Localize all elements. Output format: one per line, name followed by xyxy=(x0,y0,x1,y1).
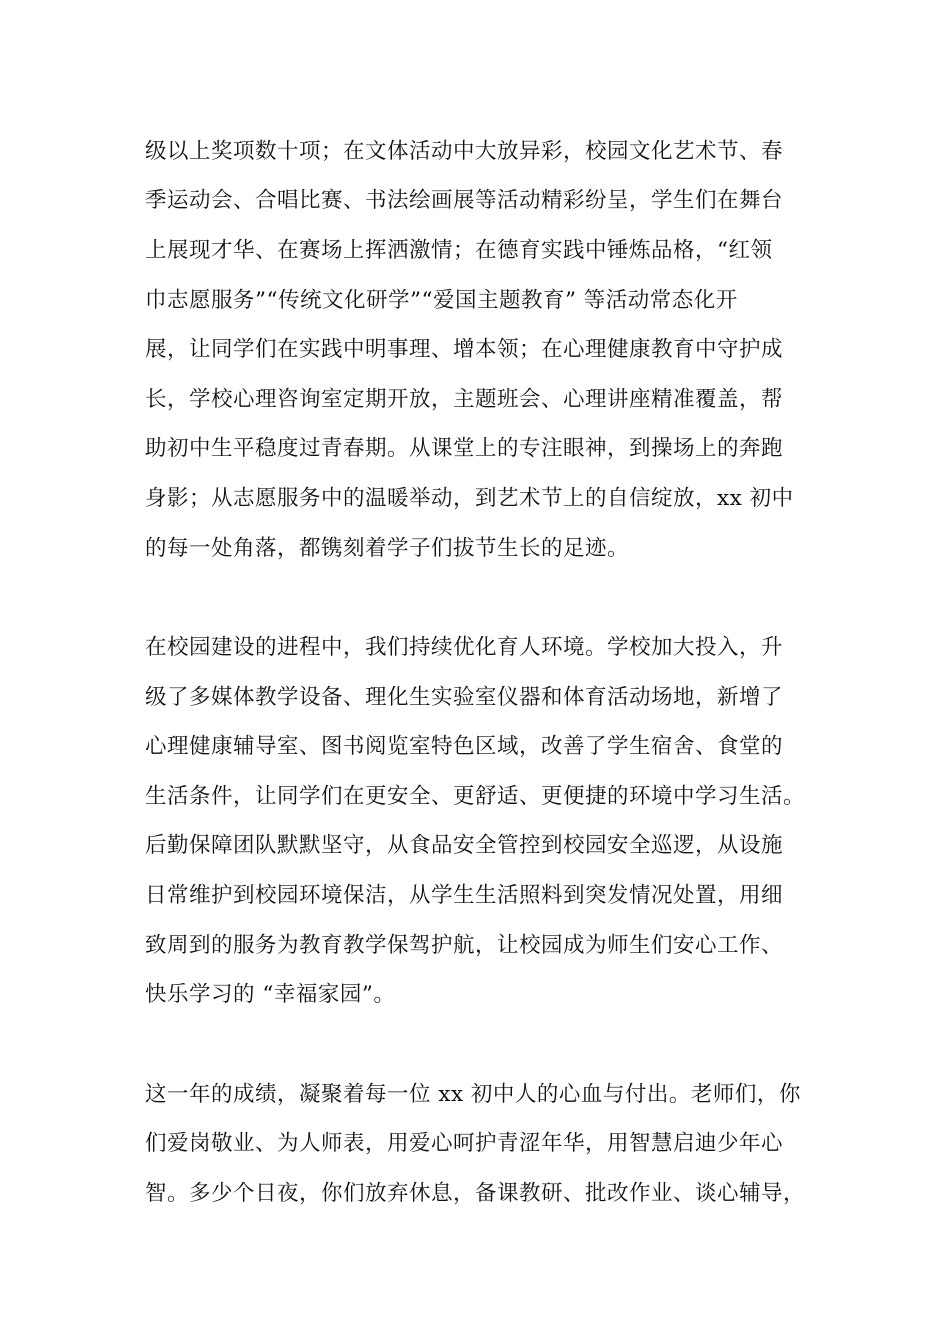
text-line: 的每一处角落，都镌刻着学子们拔节生长的足迹。 xyxy=(145,536,630,561)
text-line: 级了多媒体教学设备、理化生实验室仪器和体育活动场地，新增了 xyxy=(145,685,784,710)
text-line: 在校园建设的进程中，我们持续优化育人环境。学校加大投入，升 xyxy=(145,635,784,660)
text-line: 后勤保障团队默默坚守，从食品安全管控到校园安全巡逻，从设施 xyxy=(145,833,784,858)
text-line: 智。多少个日夜，你们放弃休息，备课教研、批改作业、谈心辅导， xyxy=(145,1181,806,1206)
text-line: 身影；从志愿服务中的温暖举动，到艺术节上的自信绽放，xx 初中 xyxy=(145,486,794,511)
text-line: 季运动会、合唱比赛、书法绘画展等活动精彩纷呈，学生们在舞台 xyxy=(145,188,784,213)
text-line: 致周到的服务为教育教学保驾护航，让校园成为师生们安心工作、 xyxy=(145,933,784,958)
text-line: 巾志愿服务”“传统文化研学”“爱国主题教育” 等活动常态化开 xyxy=(145,288,738,313)
text-line: 生活条件，让同学们在更安全、更舒适、更便捷的环境中学习生活。 xyxy=(145,784,806,809)
text-line: 快乐学习的 “幸福家园”。 xyxy=(145,982,396,1007)
text-line: 上展现才华、在赛场上挥洒激情；在德育实践中锤炼品格，“红领 xyxy=(145,238,773,263)
text-line: 长，学校心理咨询室定期开放，主题班会、心理讲座精准覆盖，帮 xyxy=(145,387,784,412)
text-line: 助初中生平稳度过青春期。从课堂上的专注眼神，到操场上的奔跑 xyxy=(145,436,784,461)
text-line: 展，让同学们在实践中明事理、增本领；在心理健康教育中守护成 xyxy=(145,337,784,362)
text-line: 级以上奖项数十项；在文体活动中大放异彩，校园文化艺术节、春 xyxy=(145,139,784,164)
text-line: 心理健康辅导室、图书阅览室特色区域，改善了学生宿舍、食堂的 xyxy=(145,734,784,759)
text-line: 日常维护到校园环境保洁，从学生生活照料到突发情况处置，用细 xyxy=(145,883,784,908)
text-line: 这一年的成绩，凝聚着每一位 xx 初中人的心血与付出。老师们，你 xyxy=(145,1082,801,1107)
text-line: 们爱岗敬业、为人师表，用爱心呵护青涩年华，用智慧启迪少年心 xyxy=(145,1131,784,1156)
